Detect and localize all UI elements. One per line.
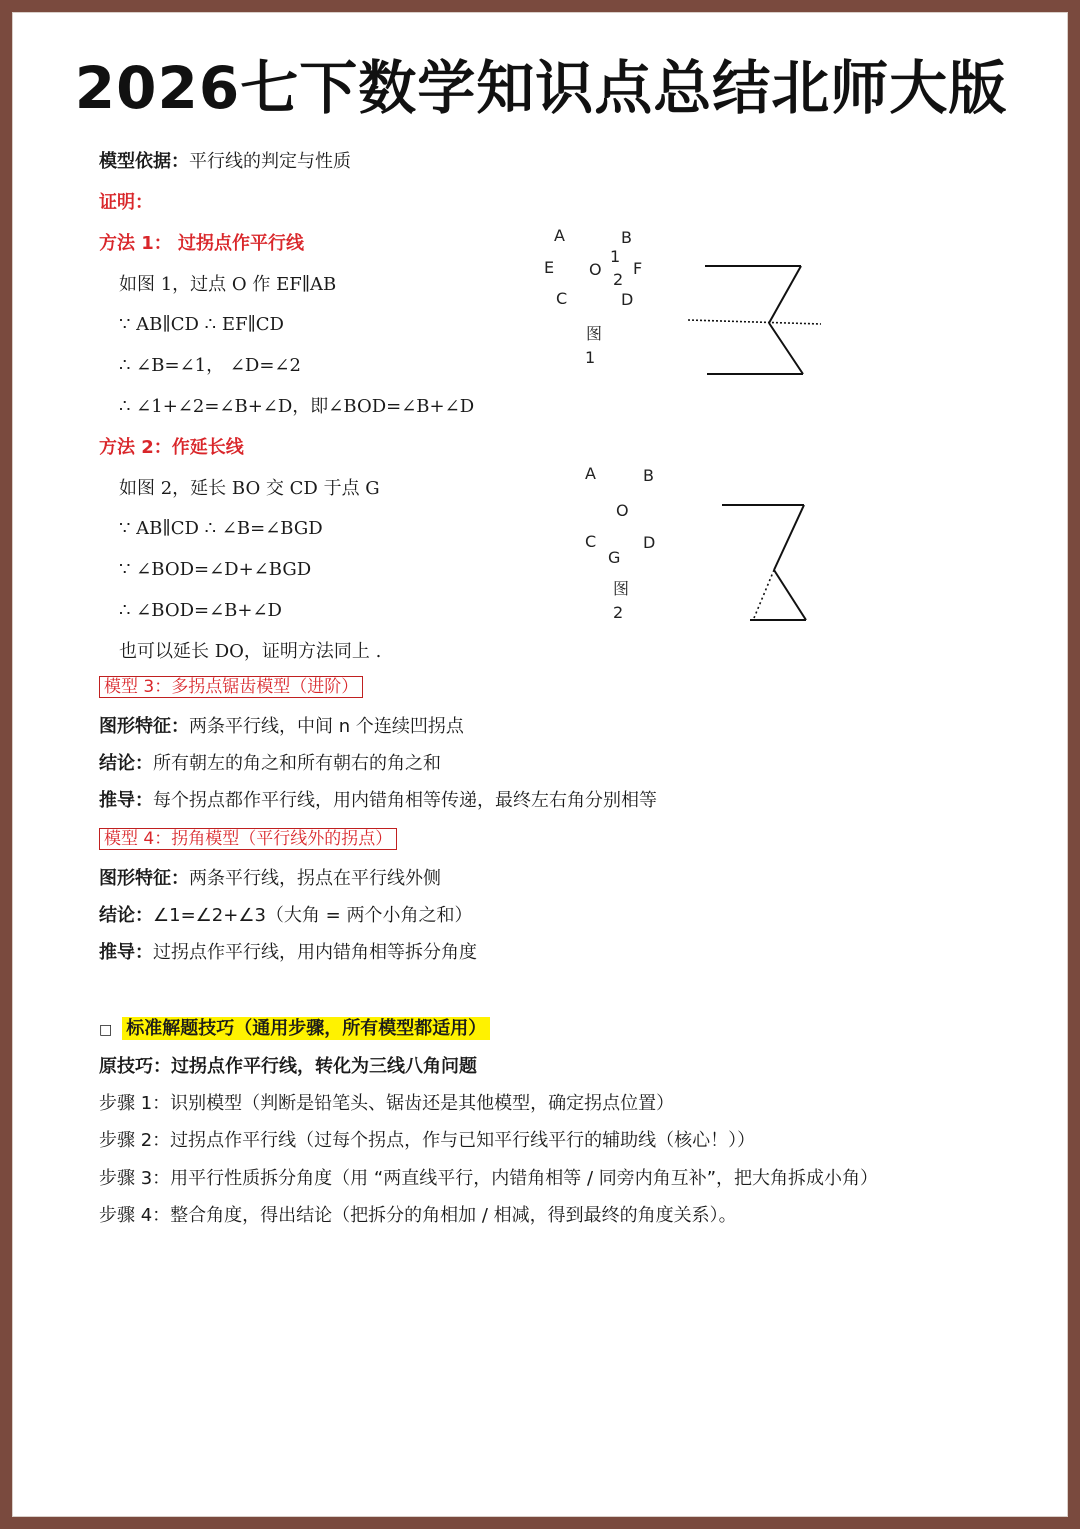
conclusion-text: ∠1=∠2+∠3（大角 = 两个小角之和） (153, 905, 473, 926)
figure1-label: E (544, 258, 555, 277)
tips-step: 步骤 1：识别模型（判断是铅笔头、锯齿还是其他模型，确定拐点位置） (99, 1093, 675, 1114)
model3-section (99, 675, 363, 699)
feature-label: 图形特征： (99, 868, 189, 889)
method1-line: ∵ AB∥CD ∴ EF∥CD (119, 314, 284, 335)
figure2-drawing (718, 500, 818, 625)
derivation-text: 过拐点作平行线，用内错角相等拆分角度 (153, 942, 477, 963)
figure1-label: A (554, 226, 565, 245)
model4-feature (99, 867, 441, 891)
basis-text: 平行线的判定与性质 (189, 151, 351, 172)
figure2-label: B (643, 466, 654, 485)
tips-step: 步骤 2：过拐点作平行线（过每个拐点，作与已知平行线平行的辅助线（核心！）） (99, 1130, 756, 1151)
basis-label: 模型依据： (99, 151, 189, 172)
method2-line: ∴ ∠BOD=∠B+∠D (119, 600, 282, 621)
checkbox-icon: □ (99, 1022, 113, 1038)
method2-line: 如图 2，延长 BO 交 CD 于点 G (119, 478, 380, 499)
figure1-label: 2 (613, 270, 624, 289)
derivation-label: 推导： (99, 942, 153, 963)
conclusion-label: 结论： (99, 905, 153, 926)
figure2-label: G (608, 548, 621, 567)
figure1-label: B (621, 228, 632, 247)
model4-section (99, 827, 397, 851)
method1-line: ∴ ∠B=∠1， ∠D=∠2 (119, 355, 301, 376)
feature-text: 两条平行线，拐点在平行线外侧 (189, 868, 441, 889)
method1-line: ∴ ∠1+∠2=∠B+∠D，即∠BOD=∠B+∠D (119, 396, 475, 417)
feature-text: 两条平行线，中间 n 个连续凹拐点 (189, 716, 464, 737)
figure1-caption: 图 (586, 324, 603, 343)
figure1-label: C (556, 289, 568, 308)
auxiliary-line-ef (688, 320, 821, 324)
figure1-label: 1 (610, 247, 621, 266)
figure2-label: D (643, 533, 656, 552)
method2-line: ∵ ∠BOD=∠D+∠BGD (119, 559, 312, 580)
model4-heading: 模型 4：拐角模型（平行线外的拐点） (99, 828, 397, 850)
model4-conclusion (99, 904, 472, 928)
method2-line: ∵ AB∥CD ∴ ∠B=∠BGD (119, 518, 323, 539)
model3-heading: 模型 3：多拐点锯齿模型（进阶） (99, 676, 363, 698)
segment-od (769, 323, 803, 374)
figure1-label: F (633, 259, 643, 278)
method1-line: 如图 1，过点 O 作 EF∥AB (119, 274, 337, 295)
figure1-caption-number: 1 (585, 348, 596, 367)
model4-derivation (99, 941, 477, 965)
figure2-label: O (616, 501, 629, 520)
figure2-label: A (585, 464, 596, 483)
figure1-label: D (621, 290, 634, 309)
derivation-text: 每个拐点都作平行线，用内错角相等传递，最终左右角分别相等 (153, 790, 657, 811)
proof-heading: 证明： (99, 192, 153, 213)
method1-heading: 方法 1： 过拐点作平行线 (99, 233, 305, 254)
conclusion-text: 所有朝左的角之和所有朝右的角之和 (153, 753, 441, 774)
model3-feature (99, 715, 464, 739)
model3-conclusion (99, 752, 441, 776)
figure1-drawing (683, 261, 823, 381)
figure2-label: C (585, 532, 597, 551)
derivation-label: 推导： (99, 790, 153, 811)
model3-derivation (99, 789, 657, 813)
feature-label: 图形特征： (99, 716, 189, 737)
extension-line-og (754, 570, 774, 618)
page-title: 2026七下数学知识点总结北师大版 (74, 54, 1008, 122)
figure2-caption-number: 2 (613, 603, 624, 622)
segment-od (774, 570, 806, 620)
tips-section (99, 1017, 490, 1042)
figure1-label: O (589, 260, 602, 279)
tips-step: 步骤 3：用平行性质拆分角度（用 “两直线平行，内错角相等 / 同旁内角互补”，把大角拆成小角） (99, 1168, 879, 1189)
model-basis (99, 150, 351, 174)
segment-bo (769, 266, 801, 323)
tips-heading: 标准解题技巧（通用步骤，所有模型都适用） (122, 1017, 490, 1040)
segment-bo (774, 505, 804, 570)
conclusion-label: 结论： (99, 753, 153, 774)
tips-principle: 原技巧：过拐点作平行线，转化为三线八角问题 (99, 1056, 477, 1077)
method2-heading: 方法 2：作延长线 (99, 437, 244, 458)
method2-line: 也可以延长 DO，证明方法同上 . (119, 641, 382, 662)
tips-step: 步骤 4：整合角度，得出结论（把拆分的角相加 / 相减，得到最终的角度关系）。 (99, 1205, 737, 1226)
page (12, 12, 1068, 1517)
figure2-caption: 图 (613, 579, 630, 598)
